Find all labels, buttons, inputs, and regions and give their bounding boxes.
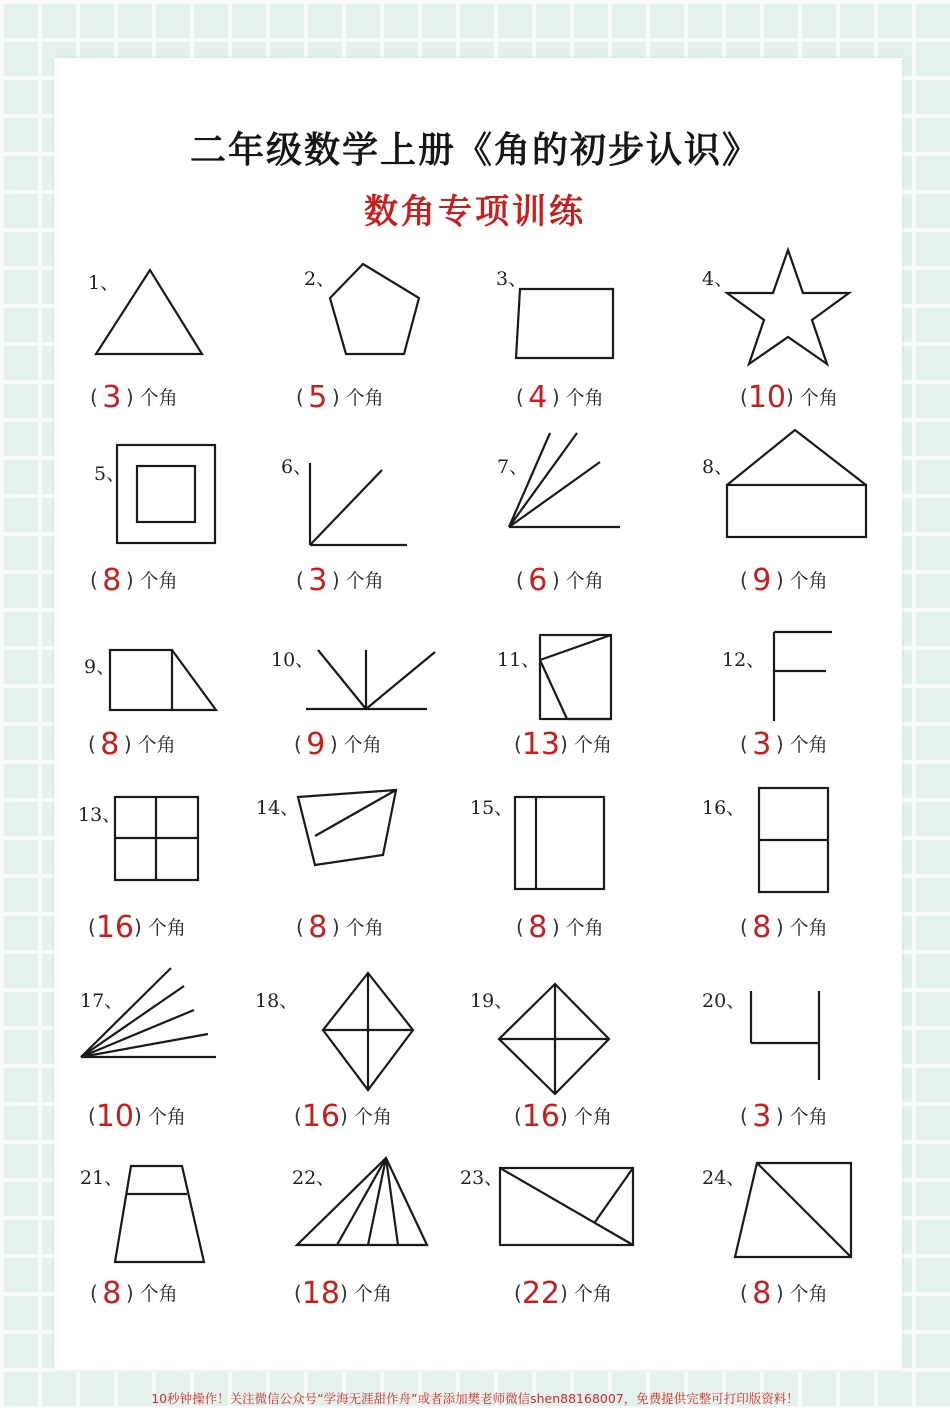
answer-value: 5 (308, 380, 328, 415)
item-number: 20、 (702, 990, 746, 1012)
shape-7-rays (509, 433, 620, 527)
item-number: 10、 (271, 649, 315, 671)
answer-unit: 个角 (345, 917, 384, 939)
answer-row (740, 727, 828, 762)
item-number: 3、 (496, 268, 528, 290)
answer-value: 13 (521, 727, 560, 762)
item-number: 2、 (304, 268, 336, 290)
answer-row (90, 563, 178, 598)
worksheet-title: 二年级数学上册《角的初步认识》 (189, 129, 760, 171)
answer-unit: 个角 (565, 387, 604, 409)
answer-value: 8 (752, 1276, 772, 1311)
answer-paren-right: ) (560, 1104, 568, 1128)
worksheet-subtitle: 数角专项训练 (364, 192, 586, 232)
answer-row (740, 563, 828, 598)
answer-paren-right: ) (331, 568, 340, 592)
answer-unit: 个角 (139, 387, 178, 409)
answer-paren-left: ( (88, 732, 96, 756)
answer-value: 16 (521, 1099, 560, 1134)
answer-paren-right: ) (775, 732, 784, 756)
answer-paren-right: ) (134, 915, 142, 939)
answer-paren-left: ( (514, 732, 522, 756)
item-number: 12、 (722, 649, 766, 671)
answer-paren-right: ) (125, 1281, 134, 1305)
shape-21-trapezoid-split (115, 1166, 204, 1262)
answer-unit: 个角 (345, 387, 384, 409)
answer-unit: 个角 (147, 1106, 186, 1128)
item-number: 7、 (497, 456, 529, 478)
item-number: 17、 (80, 990, 124, 1012)
answer-value: 8 (752, 910, 772, 945)
answer-paren-right: ) (331, 385, 340, 409)
answer-paren-left: ( (294, 1281, 302, 1305)
answer-value: 16 (95, 910, 134, 945)
answer-paren-left: ( (294, 732, 302, 756)
item-number: 16、 (702, 797, 746, 819)
answer-unit: 个角 (565, 570, 604, 592)
answer-unit: 个角 (573, 1106, 612, 1128)
shape-15-rectangle-split (515, 797, 604, 889)
answer-row (294, 727, 382, 762)
answer-unit: 个角 (789, 917, 828, 939)
answer-paren-left: ( (296, 915, 304, 939)
item-number: 13、 (78, 804, 122, 826)
answer-paren-left: ( (296, 385, 304, 409)
item-number: 11、 (497, 649, 541, 671)
shape-6-rays (310, 463, 407, 545)
answer-row (740, 1099, 828, 1134)
answer-value: 8 (308, 910, 328, 945)
shape-8-house (727, 430, 866, 537)
answer-unit: 个角 (789, 1283, 828, 1305)
answer-paren-right: ) (551, 568, 560, 592)
shape-4-star (727, 250, 849, 364)
shape-3-quadrilateral (516, 289, 613, 358)
answer-value: 16 (301, 1099, 340, 1134)
item-number: 18、 (255, 990, 299, 1012)
answer-row (296, 563, 384, 598)
answer-value: 18 (301, 1276, 340, 1311)
answer-paren-left: ( (294, 1104, 302, 1128)
answer-unit: 个角 (139, 1283, 178, 1305)
answer-paren-right: ) (775, 915, 784, 939)
shape-9-square-triangle (110, 650, 216, 710)
answer-unit: 个角 (139, 570, 178, 592)
item-number: 19、 (470, 990, 514, 1012)
shape-12-f-shape (774, 632, 832, 721)
answer-row (88, 727, 176, 762)
answer-paren-right: ) (123, 732, 132, 756)
answer-paren-right: ) (340, 1281, 348, 1305)
answer-paren-right: ) (775, 568, 784, 592)
answer-paren-left: ( (88, 915, 96, 939)
answer-paren-right: ) (786, 385, 794, 409)
answer-value: 3 (102, 380, 122, 415)
item-number: 15、 (470, 797, 514, 819)
answer-value: 9 (306, 727, 326, 762)
answer-unit: 个角 (147, 917, 186, 939)
answer-unit: 个角 (573, 1283, 612, 1305)
answer-paren-left: ( (514, 1281, 522, 1305)
answer-row (740, 910, 828, 945)
shape-13-grid (115, 797, 198, 880)
answer-row (294, 1099, 392, 1134)
answer-row (296, 380, 384, 415)
answer-value: 8 (102, 1276, 122, 1311)
answer-value: 3 (308, 563, 328, 598)
answer-value: 8 (100, 727, 120, 762)
answer-paren-right: ) (125, 568, 134, 592)
answer-paren-left: ( (740, 1281, 748, 1305)
answer-paren-left: ( (88, 1104, 96, 1128)
shape-19-rhombus (499, 984, 609, 1094)
shape-24-quadrilateral-diagonal (735, 1163, 851, 1257)
answer-row (514, 1276, 612, 1311)
answer-value: 10 (747, 380, 786, 415)
answer-row (514, 1099, 612, 1134)
answer-paren-right: ) (775, 1104, 784, 1128)
answer-paren-left: ( (740, 568, 748, 592)
answer-paren-left: ( (740, 1104, 748, 1128)
answer-value: 3 (752, 727, 772, 762)
item-number: 1、 (88, 272, 120, 294)
item-number: 22、 (292, 1167, 336, 1189)
item-number: 5、 (94, 463, 126, 485)
answer-paren-left: ( (740, 385, 748, 409)
answer-row (294, 1276, 392, 1311)
item-number: 8、 (702, 456, 734, 478)
answer-paren-left: ( (516, 385, 524, 409)
answer-paren-left: ( (90, 568, 98, 592)
shape-18-kite (323, 973, 413, 1090)
answer-row (88, 1099, 186, 1134)
answer-paren-left: ( (90, 1281, 98, 1305)
answer-value: 8 (102, 563, 122, 598)
shape-23-rectangle-lines (500, 1168, 633, 1245)
answer-unit: 个角 (343, 734, 382, 756)
answer-value: 22 (521, 1276, 560, 1311)
answer-paren-left: ( (90, 385, 98, 409)
answer-row (90, 1276, 178, 1311)
answer-unit: 个角 (137, 734, 176, 756)
answer-value: 9 (752, 563, 772, 598)
answer-paren-right: ) (551, 915, 560, 939)
answer-unit: 个角 (353, 1106, 392, 1128)
item-number: 6、 (281, 456, 313, 478)
answer-paren-left: ( (740, 915, 748, 939)
answer-paren-left: ( (516, 568, 524, 592)
answer-unit: 个角 (789, 570, 828, 592)
answer-value: 4 (528, 380, 548, 415)
shape-20-lines (751, 991, 819, 1080)
item-number: 23、 (460, 1167, 504, 1189)
shape-2-pentagon (330, 264, 419, 354)
answer-row (516, 563, 604, 598)
item-number: 9、 (84, 656, 116, 678)
answer-paren-right: ) (134, 1104, 142, 1128)
item-number: 4、 (702, 268, 734, 290)
answer-row (90, 380, 178, 415)
answer-paren-right: ) (329, 732, 338, 756)
answer-row (88, 910, 186, 945)
answer-paren-right: ) (331, 915, 340, 939)
answer-unit: 个角 (789, 1106, 828, 1128)
answer-unit: 个角 (573, 734, 612, 756)
shape-14-trapezoid-diagonal (298, 790, 396, 865)
answer-unit: 个角 (799, 387, 838, 409)
answer-paren-left: ( (740, 732, 748, 756)
answer-paren-left: ( (516, 915, 524, 939)
answer-row (740, 380, 838, 415)
answer-row (516, 910, 604, 945)
answer-paren-right: ) (560, 732, 568, 756)
shape-5-nested-squares (117, 445, 215, 543)
answer-paren-left: ( (514, 1104, 522, 1128)
answer-paren-right: ) (775, 1281, 784, 1305)
item-number: 24、 (702, 1167, 746, 1189)
answer-row (296, 910, 384, 945)
shape-16-rectangle-split (759, 788, 828, 892)
answer-row (514, 727, 612, 762)
answer-value: 10 (95, 1099, 134, 1134)
item-number: 21、 (80, 1167, 124, 1189)
answer-paren-left: ( (296, 568, 304, 592)
answer-unit: 个角 (565, 917, 604, 939)
answer-value: 8 (528, 910, 548, 945)
answer-unit: 个角 (345, 570, 384, 592)
answer-unit: 个角 (789, 734, 828, 756)
answer-paren-right: ) (560, 1281, 568, 1305)
shape-11-rectangle-lines (540, 635, 611, 719)
shape-10-rays-on-line (306, 650, 435, 709)
answer-paren-right: ) (125, 385, 134, 409)
item-number: 14、 (256, 797, 300, 819)
answer-row (516, 380, 604, 415)
answer-value: 3 (752, 1099, 772, 1134)
answer-unit: 个角 (353, 1283, 392, 1305)
answer-row (740, 1276, 828, 1311)
answer-paren-right: ) (551, 385, 560, 409)
footer-promo-text: 10秒钟操作！关注微信公众号“学海无涯甜作舟”或者添加樊老师微信shen88168007，免费提供完整可打印版资料！ (151, 1391, 799, 1406)
answer-value: 6 (528, 563, 548, 598)
answer-paren-right: ) (340, 1104, 348, 1128)
